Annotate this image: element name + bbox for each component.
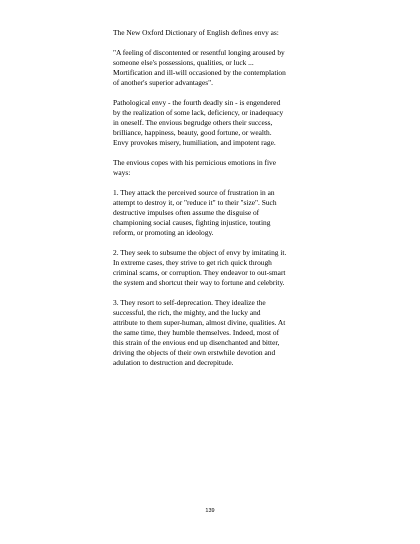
paragraph-way-1: 1. They attack the perceived source of frustration in an attempt to destroy it, or "reduce it" to their "size". Such destructive impulses often assume the disguise of championing social causes, fighting injustice, touting reform, or promoting an ideology. <box>113 188 277 237</box>
paragraph-definition-quote: "A feeling of discontented or resentful longing aroused by someone else's possessions, qualities, or luck ... Mortification and ill-will occasioned by the contemplation of another's superior advantages". <box>113 48 286 87</box>
paragraph-way-2: 2. They seek to subsume the object of envy by imitating it. In extreme cases, they strive to get rich quick through criminal scams, or corruption. They endeavor to out-smart the system and shortcut their way to fortune and celebrity. <box>113 248 287 287</box>
paragraph-way-3: 3. They resort to self-deprecation. They idealize the successful, the rich, the mighty, and the lucky and attribute to them super-human, almost divine, qualities. At the same time, they humble themselves. Indeed, most of this strain of the envious end up disenchanted and bitter, driving the objects of their own erstwhile devotion and adulation to destruction and decrepitude. <box>113 298 286 367</box>
page-number: 139 <box>205 508 215 514</box>
body-text <box>113 28 313 378</box>
paragraph-intro: The New Oxford Dictionary of English defines envy as: <box>113 28 279 37</box>
paragraph-pathological-envy: Pathological envy - the fourth deadly sin - is engendered by the realization of some lack, deficiency, or inadequacy in oneself. The envious begrudge others their success, brilliance, happiness, beauty, good fortune, or wealth. Envy provokes misery, humiliation, and impotent rage. <box>113 98 284 147</box>
paragraph-five-ways: The envious copes with his pernicious emotions in five ways: <box>113 158 276 177</box>
